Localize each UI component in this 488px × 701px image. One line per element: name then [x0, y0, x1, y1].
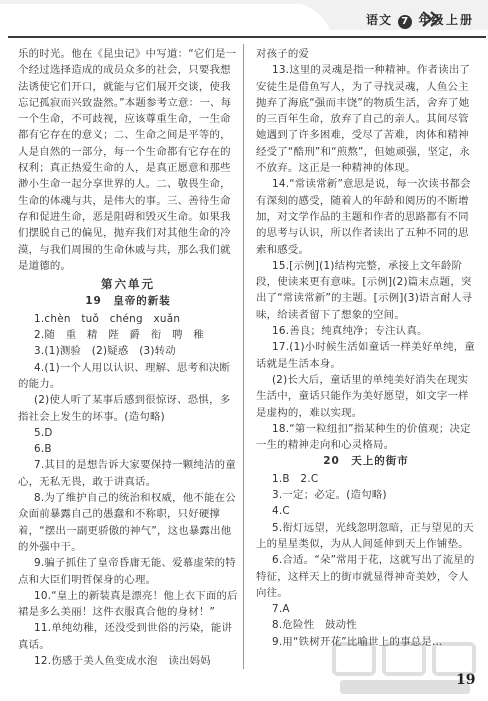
- answer-item: 9.用“铁树开花”比喻世上的事总是...: [272, 635, 443, 648]
- grade-number-badge: 7: [398, 15, 412, 29]
- watermark-logo-icon: [330, 640, 480, 698]
- answer-item: 3.一定；必定。(造句略): [272, 489, 387, 502]
- header-subject: 语文: [366, 13, 393, 27]
- left-column: [18, 46, 238, 669]
- answer-item: (2)长大后，童话里的单纯美好消失在现实生活中，童话只能作为美好愿望，如文字一样是虚构的，难以实现。: [256, 373, 469, 419]
- answer-item: 10.“皇上的新装真是漂亮！他上衣下面的后裙是多么美丽！这件衣服真合他的身材！”: [18, 589, 238, 619]
- answer-item: 6.B: [34, 443, 52, 456]
- answer-item: 13.这里的灵魂是指一种精神。作者读出了安徒生是借鱼写人，为了寻找灵魂，人鱼公主抛弃了海底“强而丰饶”的物质生活，舍弃了她的三百年生命，放弃了自己的亲人。其间尽管她遇到了许多困难，受尽了苦难，肉体和精神经受了“酷刑”和“煎熬”，但她顽强，坚定，永不放弃。这正是一种精神的体现。: [256, 64, 471, 175]
- unit-title: 第六单元: [101, 277, 155, 292]
- header-rule: [8, 36, 486, 38]
- answer-item: 6.合适。“朵”常用于花，这就写出了流星的特征，这样天上的街市就显得神奇美妙，令人向往。: [256, 554, 475, 599]
- answer-item: 14.“常读常新”意思是说，每一次读书都会有深刻的感受，随着人的年龄和阅历的不断增加，对文学作品的主题和作者的思路都有不同的思考与认识，所以作者读出了五种不同的思索和感受。: [256, 178, 471, 256]
- answer-item: 4.(1)一个人用以认识、理解、思考和决断的能力。: [18, 361, 231, 390]
- answer-item: 5.衔灯远望，光线忽明忽暗，正与望见的天上的星星类似，为从人间延伸到天上作铺垫。: [256, 521, 474, 550]
- answer-item: 1.chèn tuǒ chéng xuǎn: [34, 312, 181, 325]
- answer-item: 15.[示例](1)结构完整，承接上文年龄阶段，使读来更有意味。[示例](2)篇末点题，突出了“常读常新”的主题。[示例](3)语言耐人寻味，给读者留下了想象的空间。: [256, 259, 473, 321]
- answer-item: 11.单纯幼稚，还没受到世俗的污染，能讲真话。: [18, 622, 233, 651]
- answer-item: (2)使人听了某事后感到很惊讶、恐惧，多指社会上发生的坏事。(造句略): [18, 394, 231, 423]
- answer-item: 9.骗子抓住了皇帝昏庸无能、爱慕虚荣的特点和大臣们明哲保身的心理。: [18, 557, 236, 586]
- page-number: 19: [456, 672, 476, 688]
- header-volume: 上册: [446, 13, 475, 27]
- answer-item: 8.为了维护自己的统治和权威，他不能在公众面前暴露自己的愚蠢和不称职，只好硬撑着，“摆出一副更骄傲的神气”，这也暴露出他的外强中干。: [18, 492, 236, 553]
- answer-item: 3.(1)测验 (2)疑惑 (3)转动: [34, 345, 176, 358]
- answer-item: 18.“第一粒纽扣”指某种生的价值观；决定一生的精神走向和心灵格局。: [256, 422, 471, 452]
- intro-paragraph: 乐的时光。他在《昆虫记》中写道：“它们是一个经过选择造成的成员众多的社会，只要我想法诱使它们开口，就能与它们展开交谈，使我忘记孤寂而兴致盎然。”本题参考立意：一、每一个生命，不可歧视，应该尊重生命，一生命都有它存在的意义；二、生命之间是平等的，人是自然的一部分，每一个生命都有它存在的权利；真正热爱生命的人，是真正愿意和那些渺小生命一起分享世界的人。二、敬畏生命，生命的体魂与共，是伟大的事。三、善待生命存和促进生命，恶是阻碍和毁灭生命。如果我们摆脱自己的偏见，抛弃我们对其他生命的冷漠，与我们周围的生命休戚与共，那么我们就是道德的。: [18, 48, 237, 272]
- answer-item: 12.伤感于美人鱼变成水泡 读出妈妈: [34, 654, 211, 667]
- column-divider: [243, 44, 244, 669]
- answer-item: 1.B 2.C: [272, 472, 319, 485]
- lesson-title-19: 19 皇帝的新装: [85, 295, 171, 308]
- header-grade-suffix: 年级: [418, 13, 445, 27]
- answer-item: 8.危险性 鼓动性: [272, 619, 357, 632]
- answer-item: 17.(1)小时候生活如童话一样美好单纯，童话就是生活本身。: [256, 341, 475, 370]
- lesson-title-20: 20 天上的街市: [323, 455, 409, 468]
- answer-item: 16.善良；纯真纯净；专注认真。: [272, 325, 428, 338]
- answer-item: 4.C: [272, 505, 290, 518]
- continuation-text: 对孩子的爱: [256, 48, 310, 60]
- answer-item: 7.A: [272, 603, 290, 616]
- answer-item: 7.其目的是想告诉大家要保持一颗纯洁的童心，无私无畏，敢于讲真话。: [18, 459, 236, 488]
- answer-item: 5.D: [34, 426, 53, 439]
- right-column: [256, 46, 476, 650]
- answer-item: 2.随 重 精 陛 爵 衔 聘 稚: [34, 329, 205, 342]
- double-chevron-icon: [421, 10, 443, 28]
